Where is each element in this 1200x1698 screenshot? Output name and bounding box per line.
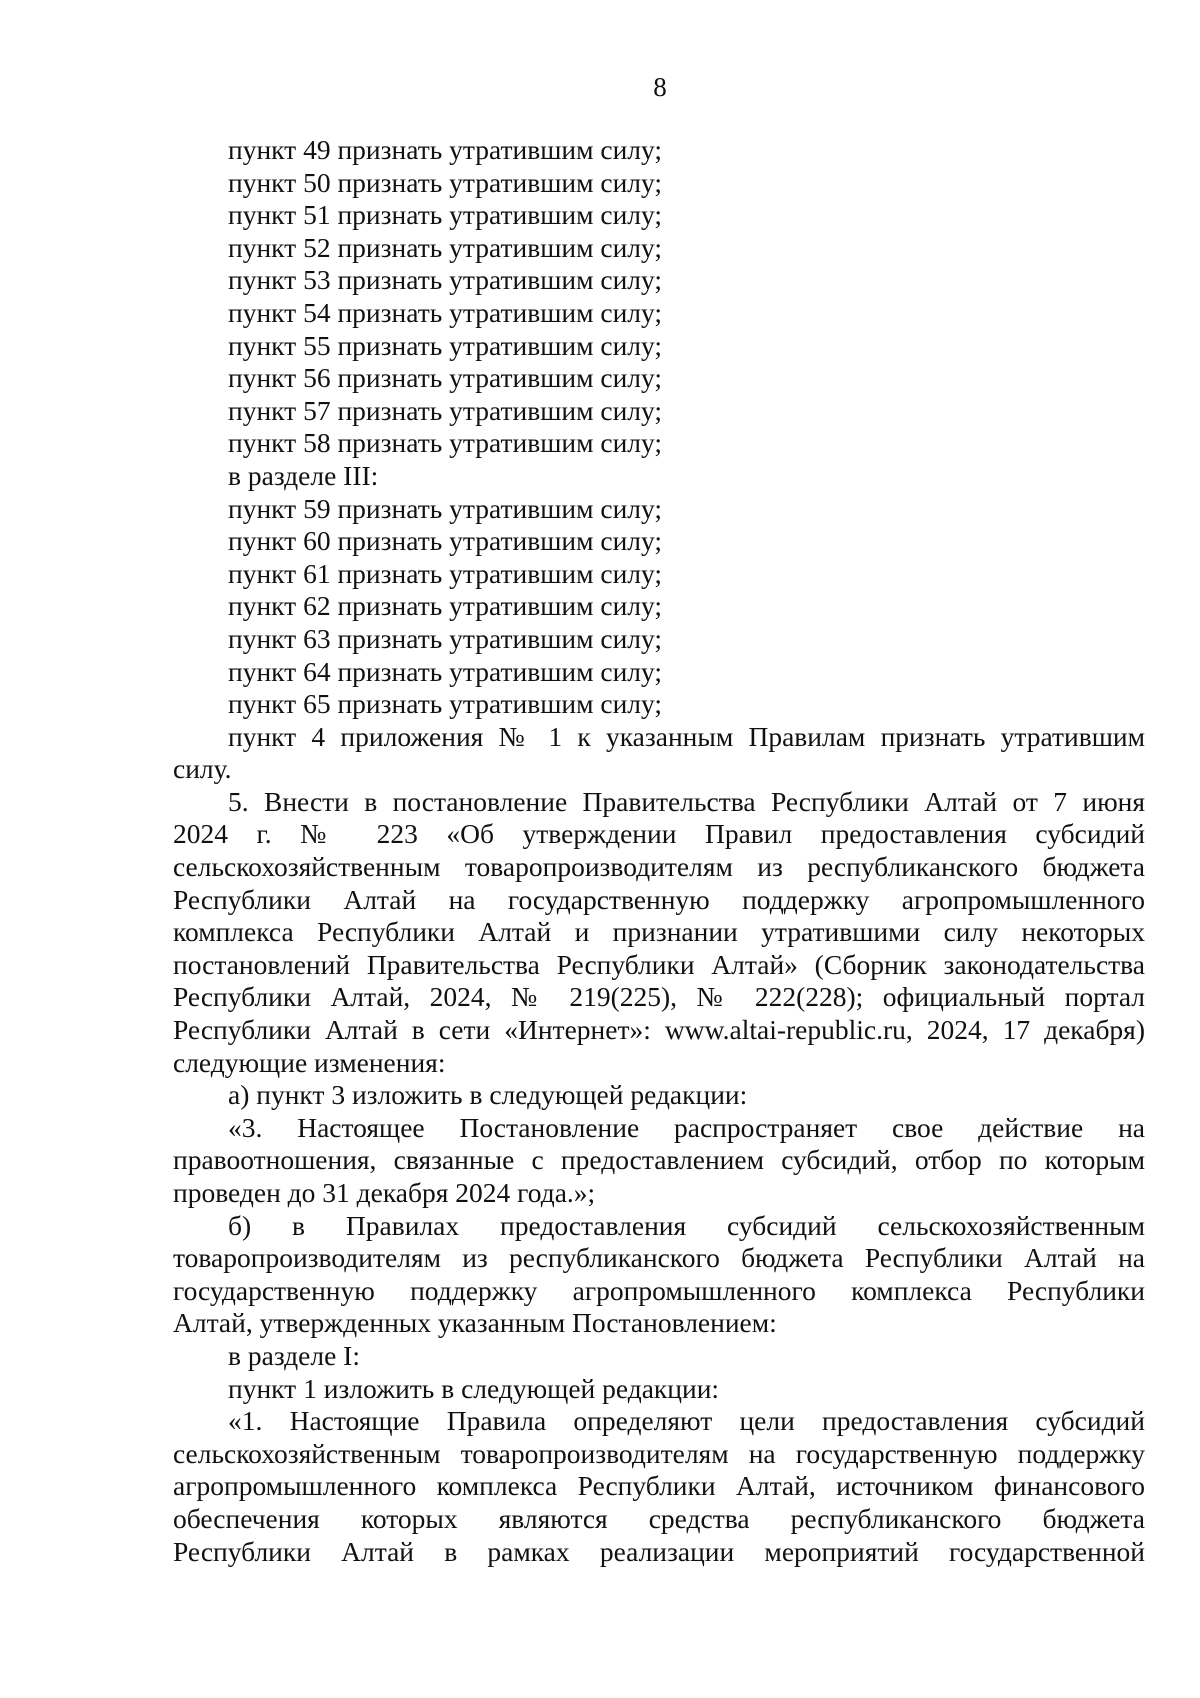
text-line: агропромышленного комплекса Республики Алтай, источником финансового bbox=[173, 1470, 1145, 1502]
text-line: 5. Внести в постановление Правительства Республики Алтай от 7 июня bbox=[228, 785, 1145, 817]
page-number: 8 bbox=[653, 72, 667, 102]
text-line: б) в Правилах предоставления субсидий сельскохозяйственным bbox=[228, 1209, 1145, 1241]
text-line: 2024 г. № 223 «Об утверждении Правил предоставления субсидий bbox=[173, 818, 1145, 850]
text-line: пункт 55 признать утратившим силу; bbox=[228, 329, 663, 361]
text-line: проведен до 31 декабря 2024 года.»; bbox=[173, 1177, 596, 1208]
text-line: в разделе III: bbox=[228, 459, 379, 491]
text-line: пункт 60 признать утратившим силу; bbox=[228, 525, 663, 557]
text-line: постановлений Правительства Республики Алтай» (Сборник законодательства bbox=[173, 948, 1145, 980]
text-line: пункт 57 признать утратившим силу; bbox=[228, 394, 663, 426]
text-line: пункт 53 признать утратившим силу; bbox=[228, 264, 663, 296]
text-line: пункт 1 изложить в следующей редакции: bbox=[228, 1372, 720, 1404]
text-line: Алтай, утвержденных указанным Постановлением: bbox=[173, 1307, 777, 1339]
text-line: обеспечения которых являются средства республиканского бюджета bbox=[173, 1502, 1145, 1534]
text-line: государственную поддержку агропромышленного комплекса Республики bbox=[173, 1274, 1145, 1306]
text-line: силу. bbox=[173, 753, 232, 785]
text-line: Республики Алтай в рамках реализации мероприятий государственной bbox=[173, 1535, 1145, 1567]
text-line: а) пункт 3 изложить в следующей редакции: bbox=[228, 1079, 748, 1111]
text-line: пункт 49 признать утратившим силу; bbox=[228, 134, 663, 165]
text-line: Республики Алтай на государственную поддержку агропромышленного bbox=[173, 883, 1145, 915]
text-line: пункт 59 признать утратившим силу; bbox=[228, 492, 663, 524]
text-line: «3. Настоящее Постановление распространяет свое действие на bbox=[228, 1111, 1145, 1143]
text-line: пункт 62 признать утратившим силу; bbox=[228, 590, 663, 622]
text-line: пункт 58 признать утратившим силу; bbox=[228, 427, 663, 459]
text-line: пункт 56 признать утратившим силу; bbox=[228, 362, 663, 394]
text-line: Республики Алтай в сети «Интернет»: www.altai-republic.ru, 2024, 17 декабря) bbox=[173, 1014, 1145, 1046]
document-body bbox=[173, 134, 1145, 1568]
text-line: пункт 64 признать утратившим силу; bbox=[228, 655, 663, 687]
text-line: пункт 54 признать утратившим силу; bbox=[228, 296, 663, 328]
text-line: правоотношения, связанные с предоставлением субсидий, отбор по которым bbox=[173, 1144, 1145, 1176]
text-line: «1. Настоящие Правила определяют цели предоставления субсидий bbox=[228, 1405, 1145, 1437]
text-line: товаропроизводителям из республиканского бюджета Республики Алтай на bbox=[173, 1242, 1145, 1274]
text-line: комплекса Республики Алтай и признании утратившими силу некоторых bbox=[173, 916, 1145, 948]
text-line: сельскохозяйственным товаропроизводителям на государственную поддержку bbox=[173, 1437, 1145, 1469]
text-line: следующие изменения: bbox=[173, 1046, 446, 1078]
text-line: в разделе I: bbox=[228, 1339, 360, 1371]
text-line: Республики Алтай, 2024, № 219(225), № 222(228); официальный портал bbox=[173, 981, 1145, 1013]
text-line: пункт 52 признать утратившим силу; bbox=[228, 231, 663, 263]
text-line: сельскохозяйственным товаропроизводителям из республиканского бюджета bbox=[173, 851, 1145, 883]
text-line: пункт 61 признать утратившим силу; bbox=[228, 557, 663, 589]
text-line: пункт 51 признать утратившим силу; bbox=[228, 199, 663, 231]
text-line: пункт 4 приложения № 1 к указанным Правилам признать утратившим bbox=[228, 720, 1145, 752]
text-line: пункт 65 признать утратившим силу; bbox=[228, 688, 663, 720]
text-line: пункт 50 признать утратившим силу; bbox=[228, 166, 663, 198]
text-line: пункт 63 признать утратившим силу; bbox=[228, 622, 663, 654]
